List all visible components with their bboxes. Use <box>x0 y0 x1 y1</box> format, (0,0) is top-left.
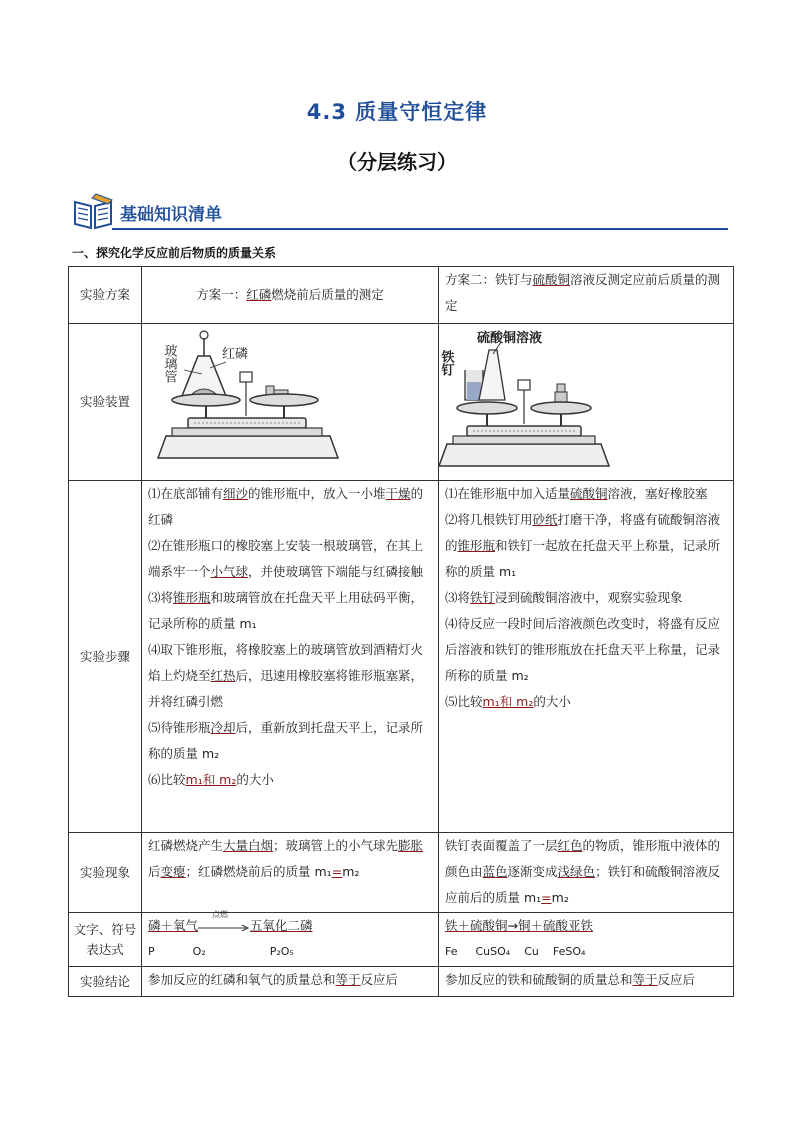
plan2-title-key: 硫酸铜 <box>532 272 571 287</box>
plan1-title-prefix: 方案一： <box>196 287 247 302</box>
label-glass-tube: 玻璃管 <box>162 344 178 383</box>
row-scheme <box>69 267 734 324</box>
balance-phosphorus-illustration <box>142 324 438 480</box>
plan2-phenomenon: 铁钉表面覆盖了一层红色的物质，锥形瓶中液体的颜色由蓝色逐渐变成浅绿色；铁钉和硫酸铜溶液反应前后的质量 m₁=m₂ <box>439 833 734 913</box>
row-steps <box>69 481 734 833</box>
plan2-title-suffix: 溶液反测定应前后质量的测定 <box>445 272 721 313</box>
plan2-symbol-equation: Fe CuSO₄ Cu FeSO₄ <box>445 945 586 958</box>
row-head-expression: 文字、符号表达式 <box>69 913 142 967</box>
banner-underline <box>112 228 728 230</box>
plan1-phenomenon: 红磷燃烧产生大量白烟；玻璃管上的小气球先膨胀后变瘪；红磷燃烧前后的质量 m₁=m₂ <box>142 833 439 913</box>
plan1-title <box>142 267 439 324</box>
plan1-conclusion: 参加反应的红磷和氧气的质量总和等于反应后 <box>142 967 439 997</box>
plan2-step-1: ⑴在锥形瓶中加入适量硫酸铜溶液，塞好橡胶塞 <box>445 486 708 501</box>
book-icon <box>72 192 114 230</box>
plan1-apparatus <box>142 324 439 481</box>
plan1-step-5: ⑸待锥形瓶冷却后，重新放到托盘天平上，记录所称的质量 m₂ <box>148 720 424 761</box>
plan2-apparatus <box>439 324 734 481</box>
page-title: 4.3 质量守恒定律 <box>306 100 488 124</box>
banner-label: 基础知识清单 <box>120 205 222 225</box>
plan2-expression <box>439 913 734 967</box>
experiment-table <box>68 266 734 997</box>
balance-copper-sulfate-illustration <box>439 324 733 480</box>
plan1-symbol-equation: P O₂ P₂O₅ <box>148 945 294 958</box>
row-conclusion <box>69 967 734 997</box>
plan1-expression <box>142 909 439 967</box>
plan1-step-4: ⑷取下锥形瓶，将橡胶塞上的玻璃管放到酒精灯火焰上灼烧至红热后，迅速用橡胶塞将锥形瓶塞紧，并将红磷引燃 <box>148 642 424 709</box>
plan1-title-suffix: 燃烧前后质量的测定 <box>271 287 384 302</box>
plan1-step-2: ⑵在锥形瓶口的橡胶塞上安装一根玻璃管，在其上端系牢一个小气球，并使玻璃管下端能与红磷接触 <box>148 538 424 579</box>
row-device <box>69 324 734 481</box>
plan2-step-2: ⑵将几根铁钉用砂纸打磨干净，将盛有硫酸铜溶液的锥形瓶和铁钉一起放在托盘天平上称量，记录所称的质量 m₁ <box>445 512 721 579</box>
plan2-title <box>439 267 734 324</box>
plan1-word-equation: 磷＋氧气 点燃 五氧化二磷 <box>148 909 313 933</box>
row-head-phenomenon: 实验现象 <box>69 833 142 913</box>
plan1-steps <box>142 481 439 833</box>
row-head-scheme: 实验方案 <box>69 267 142 324</box>
row-head-device: 实验装置 <box>69 324 142 481</box>
label-red-phosphorus: 红磷 <box>222 346 249 361</box>
plan2-step-5: ⑸比较m₁和 m₂的大小 <box>445 694 571 709</box>
plan1-title-key: 红磷 <box>246 287 272 302</box>
row-expression <box>69 913 734 967</box>
plan2-step-4: ⑷待反应一段时间后溶液颜色改变时，将盛有反应后溶液和铁钉的锥形瓶放在托盘天平上称量，记录所称的质量 m₂ <box>445 616 721 683</box>
page-subtitle: （分层练习） <box>337 150 457 174</box>
plan2-word-equation: 铁＋硫酸铜→铜＋硫酸亚铁 <box>445 918 593 933</box>
section-heading: 一、探究化学反应前后物质的质量关系 <box>72 246 277 260</box>
reaction-condition: 点燃 <box>212 909 229 919</box>
row-head-conclusion: 实验结论 <box>69 967 142 997</box>
plan1-step-6: ⑹比较m₁和 m₂的大小 <box>148 772 274 787</box>
section-banner <box>72 188 728 234</box>
plan2-conclusion: 参加反应的铁和硫酸铜的质量总和等于反应后 <box>439 967 734 997</box>
plan2-steps <box>439 481 734 833</box>
reaction-arrow <box>198 920 250 934</box>
plan1-step-1: ⑴在底部铺有细沙的锥形瓶中，放入一小堆干燥的红磷 <box>148 486 424 527</box>
label-copper-sulfate-solution: 硫酸铜溶液 <box>477 330 543 345</box>
plan1-step-3: ⑶将锥形瓶和玻璃管放在托盘天平上用砝码平衡，记录所称的质量 m₁ <box>148 590 424 631</box>
label-iron-nail: 铁钉 <box>439 350 455 376</box>
row-head-steps: 实验步骤 <box>69 481 142 833</box>
row-phenomenon <box>69 833 734 913</box>
plan2-title-prefix: 方案二：铁钉与 <box>445 272 533 287</box>
plan2-step-3: ⑶将铁钉浸到硫酸铜溶液中，观察实验现象 <box>445 590 683 605</box>
